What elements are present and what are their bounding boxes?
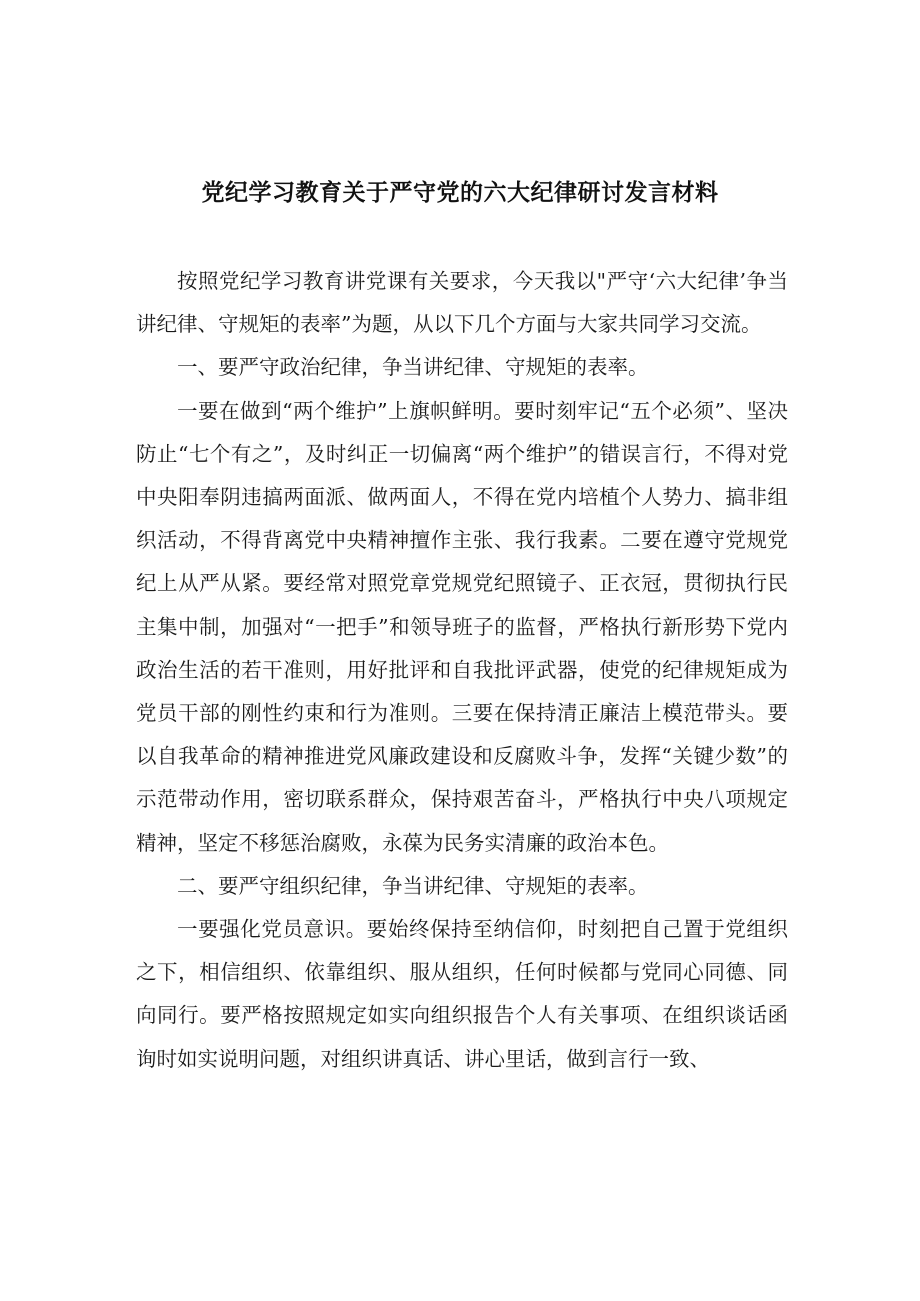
document-title: 党纪学习教育关于严守党的六大纪律研讨发言材料 xyxy=(201,180,719,206)
political-discipline-paragraph: 一要在做到“两个维护”上旗帜鲜明。要时刻牢记“五个必须”、坚决防止“七个有之”，及时纠正一切偏离“两个维护”的错误言行，不得对党中央阳奉阴违搞两面派、做两面人，不得在党内培植个人势力、搞非组织活动，不得背离党中央精神擅作主张、我行我素。二要在遵守党规党纪上从严从紧。要经常对照党章党规党纪照镜子、正衣冠，贯彻执行民主集中制，加强对“一把手”和领导班子的监督，严格执行新形势下党内政治生活的若干准则，用好批评和自我批评武器，使党的纪律规矩成为党员干部的刚性约束和行为准则。三要在保持清正廉洁上模范带头。要以自我革命的精神推进党风廉政建设和反腐败斗争，发挥“关键少数”的示范带动作用，密切联系群众，保持艰苦奋斗，严格执行中央八项规定精神，坚定不移惩治腐败，永葆为民务实清廉的政治本色。 xyxy=(136,398,788,855)
intro-paragraph: 按照党纪学习教育讲党课有关要求，今天我以"严守‘六大纪律’争当讲纪律、守规矩的表率”为题，从以下几个方面与大家共同学习交流。 xyxy=(136,269,788,337)
section-heading-political-discipline: 一、要严守政治纪律，争当讲纪律、守规矩的表率。 xyxy=(177,355,649,380)
document-body xyxy=(136,260,788,1081)
organizational-discipline-paragraph: 一要强化党员意识。要始终保持至纳信仰，时刻把自己置于党组织之下，相信组织、依靠组织、服从组织，任何时候都与党同心同德、同向同行。要严格按照规定如实向组织报告个人有关事项、在组织谈话函询时如实说明问题，对组织讲真话、讲心里话，做到言行一致、 xyxy=(136,917,788,1071)
section-heading-organizational-discipline: 二、要严守组织纪律，争当讲纪律、守规矩的表率。 xyxy=(177,873,649,898)
